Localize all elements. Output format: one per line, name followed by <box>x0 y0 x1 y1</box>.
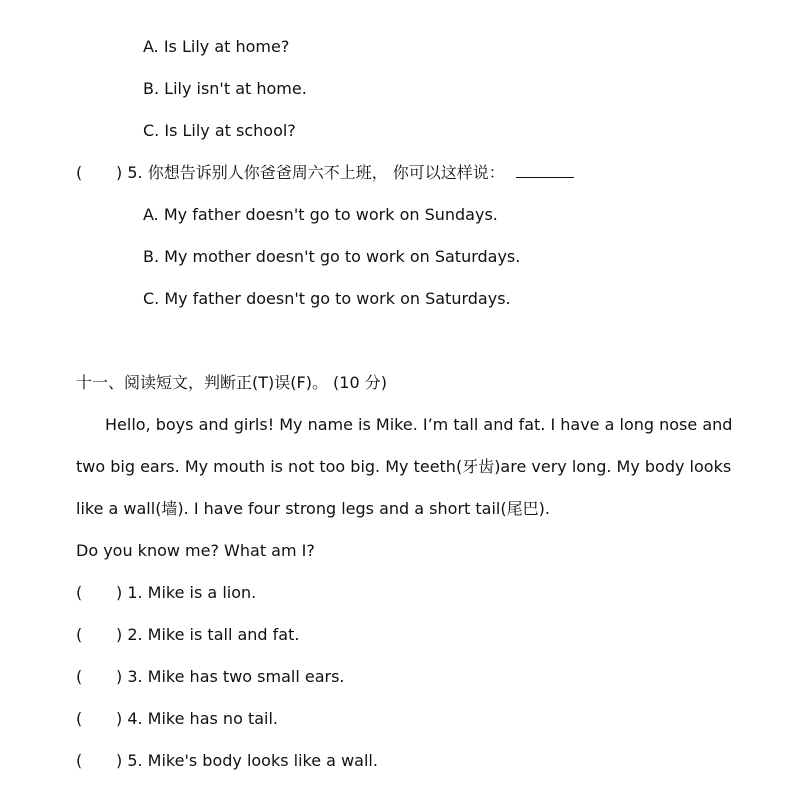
passage-line-2: two big ears. My mouth is not too big. My teeth(牙齿)are very long. My body looks <box>76 457 732 476</box>
statement-1 <box>76 583 256 603</box>
passage-line-3: like a wall(墙). I have four strong legs and a short tail(尾巴). <box>76 499 550 518</box>
q5-number: ) 5. <box>116 163 143 182</box>
statement-5 <box>76 751 378 771</box>
q5-prompt: 你想告诉别人你爸爸周六不上班， 你可以这样说： <box>147 163 505 182</box>
section-heading: 十一、阅读短文，判断正(T)误(F)。 (10 分) <box>76 373 387 392</box>
statement-text: ) 3. Mike has two small ears. <box>116 667 345 686</box>
answer-paren: ( <box>76 667 83 686</box>
q5-option-b: B. My mother doesn't go to work on Saturdays. <box>143 247 521 266</box>
passage-line-1: Hello, boys and girls! My name is Mike. I’m tall and fat. I have a long nose and <box>105 415 733 434</box>
statement-2 <box>76 625 299 645</box>
statement-text: ) 2. Mike is tall and fat. <box>116 625 300 644</box>
q5-option-a: A. My father doesn't go to work on Sundays. <box>143 205 498 224</box>
answer-blank <box>516 163 574 178</box>
q5-question <box>76 163 574 183</box>
q4-option-b: B. Lily isn't at home. <box>143 79 307 98</box>
q5-option-c: C. My father doesn't go to work on Saturdays. <box>143 289 511 308</box>
statement-4 <box>76 709 278 729</box>
statement-3 <box>76 667 345 687</box>
q4-option-c: C. Is Lily at school? <box>143 121 296 140</box>
answer-paren: ( <box>76 163 83 182</box>
answer-paren: ( <box>76 751 83 770</box>
answer-paren: ( <box>76 625 83 644</box>
passage-line-4: Do you know me? What am I? <box>76 541 315 560</box>
answer-paren: ( <box>76 583 83 602</box>
q4-option-a: A. Is Lily at home? <box>143 37 290 56</box>
answer-paren: ( <box>76 709 83 728</box>
statement-text: ) 5. Mike's body looks like a wall. <box>116 751 378 770</box>
statement-text: ) 4. Mike has no tail. <box>116 709 278 728</box>
statement-text: ) 1. Mike is a lion. <box>116 583 257 602</box>
